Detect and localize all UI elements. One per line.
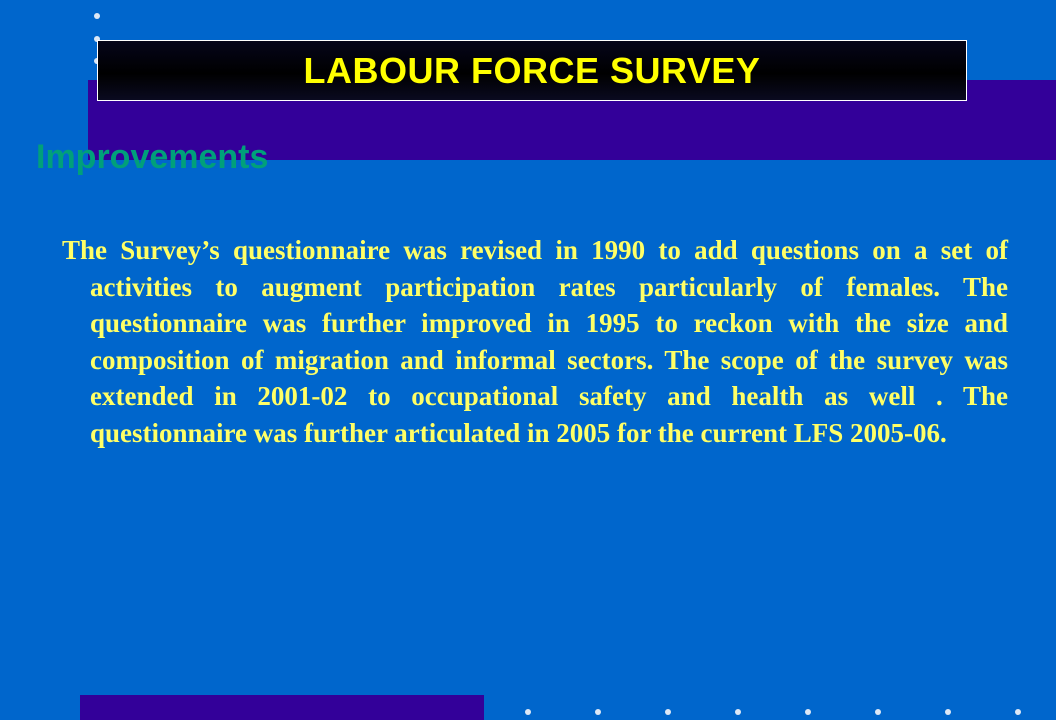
bottom-accent-band [80, 695, 484, 720]
decorative-dot [1015, 709, 1021, 715]
decorative-dot [665, 709, 671, 715]
slide-body-paragraph: The Survey’s questionnaire was revised in 1990 to add questions on a set of activities to augment participation rates particularly of females. The questionnaire was further improved in 1995 to reckon with the size and composition of migration and informal sectors. The scope of the survey was extended in 2001-02 to occupational safety and health as well . The questionnaire was further articulated in 2005 for the current LFS 2005-06. [62, 235, 1008, 448]
slide-title-box [97, 40, 967, 101]
decorative-dot [525, 709, 531, 715]
slide-subtitle: Improvements [36, 138, 269, 176]
decorative-dot [945, 709, 951, 715]
decorative-dot [805, 709, 811, 715]
decorative-dot [875, 709, 881, 715]
decorative-dot [735, 709, 741, 715]
decorative-dot [595, 709, 601, 715]
slide-title: LABOUR FORCE SURVEY [303, 49, 761, 91]
decorative-dot [94, 13, 100, 19]
